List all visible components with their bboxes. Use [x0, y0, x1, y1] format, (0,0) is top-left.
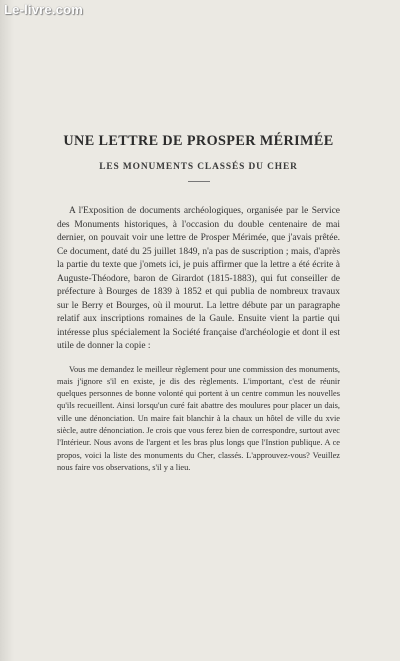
letter-quote	[57, 364, 340, 475]
intro-paragraph	[57, 205, 340, 354]
title-divider	[188, 181, 210, 182]
page-subtitle: LES MONUMENTS CLASSÉS DU CHER	[99, 162, 298, 172]
document-page	[57, 133, 340, 474]
quote-text: Vous me demandez le meilleur règlement pour une commission des monuments, mais j'ignore s'il en existe, je dis des règlements. L'important, c'est de réunir quelques personnes de bonne volonté qui portent à un centre commun les nouvelles qu'ils recueillent. Ainsi lorsqu'un curé fait abattre des moulures pour placer un dais, ville une dénonciation. Un maire fait blanchir à la chaux un hôtel de ville du xvie siècle, autre dénonciation. Je crois que vous ferez bien de correspondre, surtout avec l'Intérieur. Nous avons de l'argent et les bras plus longs que l'Instion publique. A ce propos, voici la liste des monuments du Cher, classés. L'approuvez-vous? Veuillez nous faire vos observations, s'il y a lieu.	[57, 364, 340, 472]
page-title: UNE LETTRE DE PROSPER MÉRIMÉE	[63, 133, 334, 149]
watermark-logo: Le-livre.com	[4, 2, 83, 17]
intro-text: A l'Exposition de documents archéologiques, organisée par le Service des Monuments historiques, à l'occasion du double centenaire de mai dernier, on pouvait voir une lettre de Prosper Mérimée, que j'avais prêtée. Ce document, daté du 25 juillet 1849, n'a pas de suscription ; mais, d'après la partie du texte que j'omets ici, je puis affirmer que la lettre a été écrite à Auguste-Théodore, baron de Girardot (1815-1883), qui fut conseiller de préfecture à Bourges de 1839 à 1852 et qui publia de nombreux travaux sur le Berry et Bourges, où il mourut. La lettre débute par un paragraphe relatif aux inscriptions romaines de la Gaule. Ensuite vient la partie qui intéresse plus spécialement la Société française d'archéologie et dont il est utile de donner la copie :	[57, 206, 340, 351]
scan-edge	[0, 0, 14, 661]
